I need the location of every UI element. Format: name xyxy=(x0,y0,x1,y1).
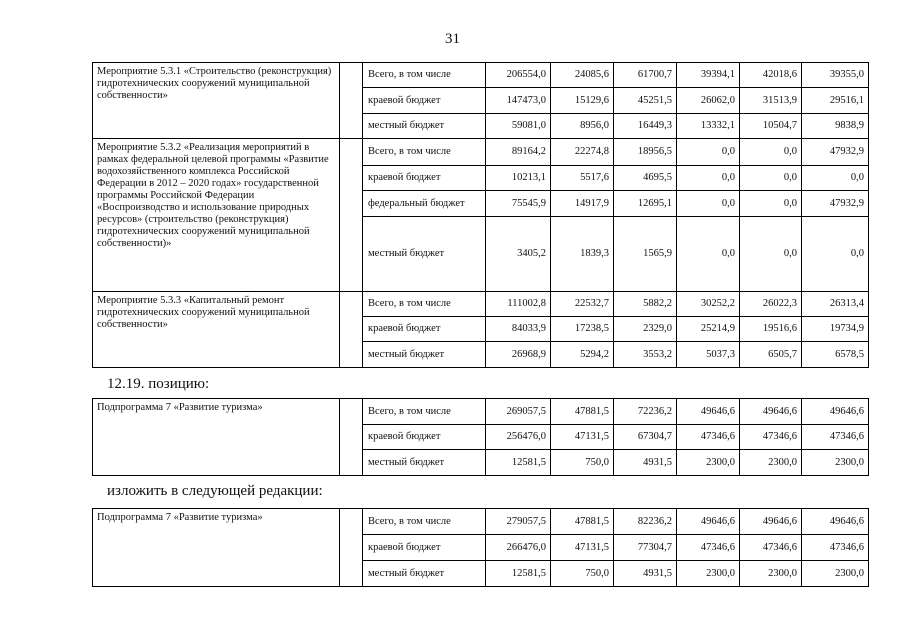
budget-source-label: местный бюджет xyxy=(363,450,486,476)
amount-cell: 5882,2 xyxy=(614,292,677,317)
budget-table-old xyxy=(92,398,869,476)
amount-cell: 10504,7 xyxy=(740,114,802,139)
amount-cell: 2300,0 xyxy=(677,561,740,587)
budget-source-label: местный бюджет xyxy=(363,561,486,587)
empty-cell xyxy=(340,292,363,368)
section-heading-new-edition: изложить в следующей редакции: xyxy=(107,483,323,499)
amount-cell: 279057,5 xyxy=(486,509,551,535)
amount-cell: 111002,8 xyxy=(486,292,551,317)
budget-source-label: краевой бюджет xyxy=(363,535,486,561)
amount-cell: 4695,5 xyxy=(614,166,677,191)
amount-cell: 2300,0 xyxy=(740,561,802,587)
amount-cell: 2300,0 xyxy=(677,450,740,476)
budget-source-label: Всего, в том числе xyxy=(363,509,486,535)
amount-cell: 47932,9 xyxy=(802,139,869,166)
empty-cell xyxy=(340,63,363,139)
empty-cell xyxy=(340,509,363,587)
amount-cell: 47346,6 xyxy=(802,425,869,450)
amount-cell: 47881,5 xyxy=(551,399,614,425)
amount-cell: 0,0 xyxy=(740,217,802,292)
amount-cell: 26022,3 xyxy=(740,292,802,317)
amount-cell: 2300,0 xyxy=(802,561,869,587)
amount-cell: 0,0 xyxy=(677,139,740,166)
amount-cell: 26062,0 xyxy=(677,88,740,114)
amount-cell: 47932,9 xyxy=(802,191,869,217)
budget-table-events xyxy=(92,62,869,368)
amount-cell: 31513,9 xyxy=(740,88,802,114)
event-name-cell: Мероприятие 5.3.3 «Капитальный ремонт гидротехнических сооружений муниципальной собственности» xyxy=(93,292,340,368)
amount-cell: 12695,1 xyxy=(614,191,677,217)
amount-cell: 0,0 xyxy=(740,139,802,166)
amount-cell: 0,0 xyxy=(740,191,802,217)
amount-cell: 256476,0 xyxy=(486,425,551,450)
amount-cell: 47346,6 xyxy=(677,425,740,450)
amount-cell: 0,0 xyxy=(677,217,740,292)
amount-cell: 47131,5 xyxy=(551,535,614,561)
amount-cell: 75545,9 xyxy=(486,191,551,217)
amount-cell: 2300,0 xyxy=(802,450,869,476)
amount-cell: 0,0 xyxy=(740,166,802,191)
event-name-cell: Мероприятие 5.3.1 «Строительство (реконструкция) гидротехнических сооружений муниципальной собственности» xyxy=(93,63,340,139)
amount-cell: 47346,6 xyxy=(677,535,740,561)
amount-cell: 16449,3 xyxy=(614,114,677,139)
amount-cell: 13332,1 xyxy=(677,114,740,139)
amount-cell: 59081,0 xyxy=(486,114,551,139)
amount-cell: 269057,5 xyxy=(486,399,551,425)
amount-cell: 3553,2 xyxy=(614,342,677,368)
amount-cell: 6578,5 xyxy=(802,342,869,368)
amount-cell: 4931,5 xyxy=(614,450,677,476)
amount-cell: 47881,5 xyxy=(551,509,614,535)
amount-cell: 19734,9 xyxy=(802,317,869,342)
amount-cell: 750,0 xyxy=(551,561,614,587)
amount-cell: 49646,6 xyxy=(802,509,869,535)
budget-source-label: краевой бюджет xyxy=(363,166,486,191)
section-heading-position: 12.19. позицию: xyxy=(107,376,210,392)
budget-source-label: местный бюджет xyxy=(363,114,486,139)
budget-source-label: местный бюджет xyxy=(363,342,486,368)
amount-cell: 67304,7 xyxy=(614,425,677,450)
amount-cell: 5517,6 xyxy=(551,166,614,191)
event-name-cell: Мероприятие 5.3.2 «Реализация мероприятий в рамках федеральной целевой программы «Развитие водохозяйственного комплекса Российской Федерации в 2012 – 2020 годах» государственной программы Российской Федерации «Воспроизводство и использование природных ресурсов» (строительство (реконструкция) гидротехнических сооружений муниципальной собственности)» xyxy=(93,139,340,292)
amount-cell: 39394,1 xyxy=(677,63,740,88)
amount-cell: 49646,6 xyxy=(740,399,802,425)
amount-cell: 45251,5 xyxy=(614,88,677,114)
amount-cell: 49646,6 xyxy=(677,399,740,425)
budget-table-new xyxy=(92,508,869,587)
amount-cell: 61700,7 xyxy=(614,63,677,88)
amount-cell: 49646,6 xyxy=(802,399,869,425)
amount-cell: 17238,5 xyxy=(551,317,614,342)
amount-cell: 24085,6 xyxy=(551,63,614,88)
amount-cell: 12581,5 xyxy=(486,561,551,587)
table-row xyxy=(93,139,869,166)
table-row xyxy=(93,292,869,317)
amount-cell: 72236,2 xyxy=(614,399,677,425)
amount-cell: 29516,1 xyxy=(802,88,869,114)
amount-cell: 9838,9 xyxy=(802,114,869,139)
amount-cell: 22532,7 xyxy=(551,292,614,317)
amount-cell: 47346,6 xyxy=(740,425,802,450)
budget-source-label: федеральный бюджет xyxy=(363,191,486,217)
budget-source-label: Всего, в том числе xyxy=(363,292,486,317)
event-name-cell: Подпрограмма 7 «Развитие туризма» xyxy=(93,509,340,587)
amount-cell: 5294,2 xyxy=(551,342,614,368)
amount-cell: 1839,3 xyxy=(551,217,614,292)
amount-cell: 12581,5 xyxy=(486,450,551,476)
budget-source-label: Всего, в том числе xyxy=(363,63,486,88)
amount-cell: 14917,9 xyxy=(551,191,614,217)
amount-cell: 26968,9 xyxy=(486,342,551,368)
amount-cell: 15129,6 xyxy=(551,88,614,114)
amount-cell: 89164,2 xyxy=(486,139,551,166)
table-row xyxy=(93,399,869,425)
amount-cell: 3405,2 xyxy=(486,217,551,292)
amount-cell: 18956,5 xyxy=(614,139,677,166)
amount-cell: 42018,6 xyxy=(740,63,802,88)
amount-cell: 8956,0 xyxy=(551,114,614,139)
event-name-cell: Подпрограмма 7 «Развитие туризма» xyxy=(93,399,340,476)
budget-source-label: краевой бюджет xyxy=(363,425,486,450)
amount-cell: 10213,1 xyxy=(486,166,551,191)
table-row xyxy=(93,63,869,88)
amount-cell: 84033,9 xyxy=(486,317,551,342)
amount-cell: 0,0 xyxy=(802,166,869,191)
budget-source-label: Всего, в том числе xyxy=(363,139,486,166)
amount-cell: 47346,6 xyxy=(740,535,802,561)
budget-source-label: местный бюджет xyxy=(363,217,486,292)
amount-cell: 30252,2 xyxy=(677,292,740,317)
amount-cell: 47131,5 xyxy=(551,425,614,450)
amount-cell: 0,0 xyxy=(677,191,740,217)
amount-cell: 49646,6 xyxy=(740,509,802,535)
table-row xyxy=(93,509,869,535)
amount-cell: 2300,0 xyxy=(740,450,802,476)
amount-cell: 0,0 xyxy=(802,217,869,292)
amount-cell: 147473,0 xyxy=(486,88,551,114)
amount-cell: 47346,6 xyxy=(802,535,869,561)
amount-cell: 750,0 xyxy=(551,450,614,476)
page-number: 31 xyxy=(445,31,460,47)
amount-cell: 266476,0 xyxy=(486,535,551,561)
budget-source-label: краевой бюджет xyxy=(363,317,486,342)
amount-cell: 77304,7 xyxy=(614,535,677,561)
amount-cell: 6505,7 xyxy=(740,342,802,368)
amount-cell: 4931,5 xyxy=(614,561,677,587)
amount-cell: 25214,9 xyxy=(677,317,740,342)
budget-source-label: Всего, в том числе xyxy=(363,399,486,425)
empty-cell xyxy=(340,139,363,292)
empty-cell xyxy=(340,399,363,476)
amount-cell: 206554,0 xyxy=(486,63,551,88)
amount-cell: 39355,0 xyxy=(802,63,869,88)
amount-cell: 49646,6 xyxy=(677,509,740,535)
amount-cell: 82236,2 xyxy=(614,509,677,535)
amount-cell: 0,0 xyxy=(677,166,740,191)
amount-cell: 1565,9 xyxy=(614,217,677,292)
amount-cell: 19516,6 xyxy=(740,317,802,342)
amount-cell: 5037,3 xyxy=(677,342,740,368)
budget-source-label: краевой бюджет xyxy=(363,88,486,114)
amount-cell: 22274,8 xyxy=(551,139,614,166)
amount-cell: 26313,4 xyxy=(802,292,869,317)
amount-cell: 2329,0 xyxy=(614,317,677,342)
